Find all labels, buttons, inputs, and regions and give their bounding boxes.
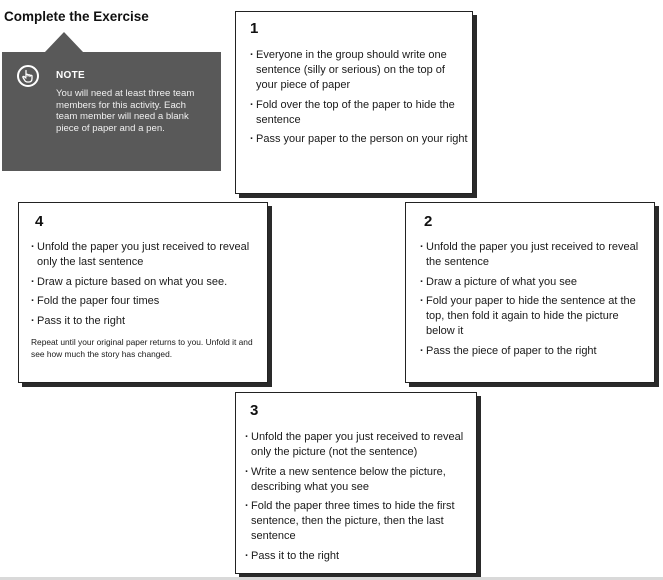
step-card-3 (235, 392, 477, 574)
hand-pointer-icon (17, 65, 39, 87)
list-item: · Pass the piece of paper to the right (420, 344, 642, 359)
list-item: · Unfold the paper you just received to reveal the sentence (420, 240, 642, 270)
step-list (31, 240, 257, 333)
list-item: · Everyone in the group should write one sentence (silly or serious) on the top of your piece of paper (250, 48, 468, 93)
step-number: 2 (424, 213, 433, 230)
list-item: · Pass your paper to the person on your right (250, 132, 468, 147)
list-item: · Write a new sentence below the picture, describing what you see (245, 465, 467, 495)
step-card-1 (235, 11, 473, 194)
list-item: · Fold over the top of the paper to hide the sentence (250, 98, 468, 128)
step-footer-note: Repeat until your original paper returns to you. Unfold it and see how much the story has changed. (31, 337, 253, 359)
list-item: · Fold your paper to hide the sentence at the top, then fold it again to hide the picture below it (420, 294, 642, 339)
list-item: · Fold the paper four times (31, 294, 257, 309)
list-item: · Draw a picture based on what you see. (31, 275, 257, 290)
step-list (420, 240, 642, 363)
step-number: 1 (250, 20, 259, 37)
note-callout (2, 52, 221, 171)
step-number: 3 (250, 402, 259, 419)
note-heading: NOTE (56, 70, 85, 81)
list-item: · Unfold the paper you just received to reveal only the picture (not the sentence) (245, 430, 467, 460)
list-item: · Draw a picture of what you see (420, 275, 642, 290)
list-item: · Unfold the paper you just received to reveal only the last sentence (31, 240, 257, 270)
list-item: · Pass it to the right (31, 314, 257, 329)
note-pointer (45, 32, 83, 52)
step-list (245, 430, 467, 568)
page-title: Complete the Exercise (4, 9, 149, 24)
step-card-2 (405, 202, 655, 383)
list-item: · Pass it to the right (245, 549, 467, 564)
step-number: 4 (35, 213, 44, 230)
step-list (250, 48, 468, 152)
note-body: You will need at least three team members for this activity. Each team member will need a blank piece of paper and a pen. (56, 88, 195, 135)
list-item: · Fold the paper three times to hide the first sentence, then the picture, then the last sentence (245, 499, 467, 544)
step-card-4 (18, 202, 268, 383)
